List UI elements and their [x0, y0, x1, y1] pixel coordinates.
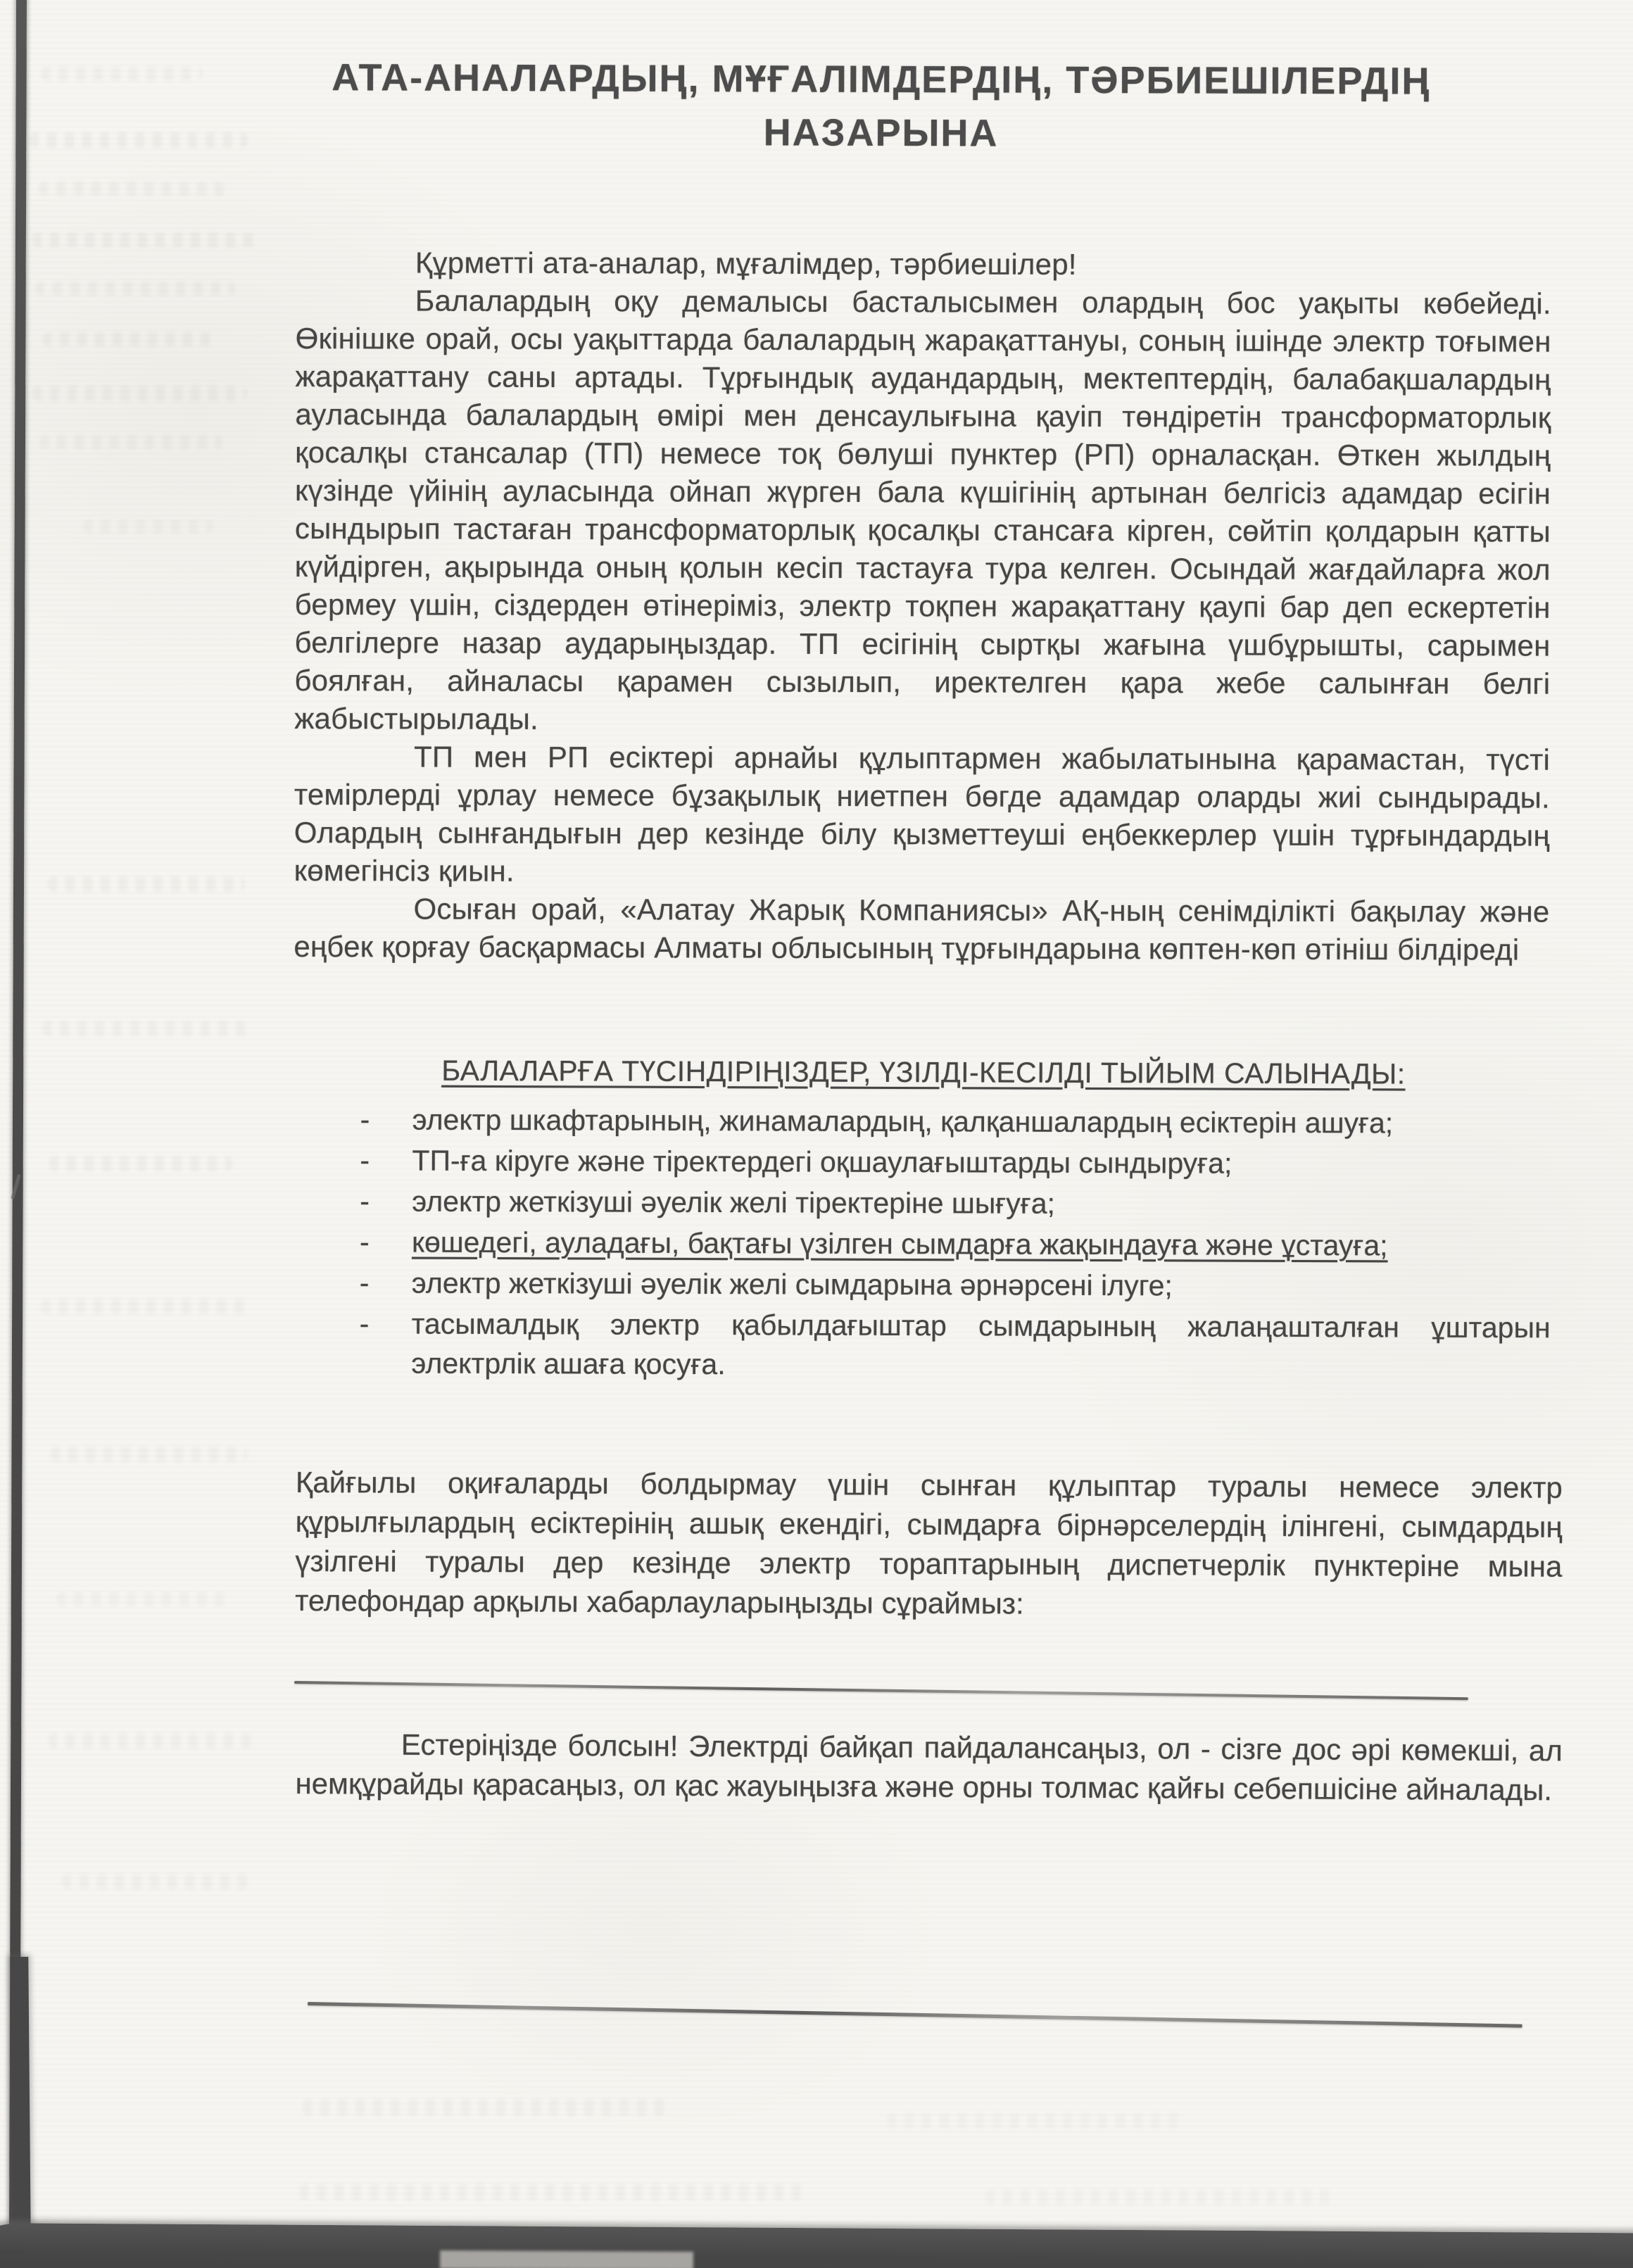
prohibitions-header: БАЛАЛАРҒА ТҮСІНДІРІҢІЗДЕР, ҮЗІЛДІ-КЕСІЛДІ ТЫЙЫМ САЛЫНАДЫ: [441, 1054, 1406, 1090]
prohibitions-section [294, 1050, 1551, 1388]
prohibition-item-text: ТП-ға кіруге және тіректердегі оқшаулағыштарды сындыруға; [412, 1144, 1232, 1180]
intro-section [294, 244, 1551, 969]
bleed-through-smudge [41, 1299, 252, 1314]
reminder-paragraph: Естеріңізде болсын! Электрді байқап пайдалансаңыз, ол - сізге дос әрі көмекші, ал немқұрайды қарасаңыз, ол қас жауыңызға және орны толмас қайғы себепшісіне айналады. [295, 1727, 1563, 1807]
bleed-through-smudge [41, 67, 203, 81]
bleed-through-smudge [42, 1021, 253, 1036]
prohibition-item-text: электр жеткізуші әуелік желі сымдарына әрнәрсені ілуге; [411, 1266, 1173, 1302]
dash-bullet: - [359, 1226, 370, 1259]
scan-edge-bottom-highlight [440, 2250, 693, 2268]
intro-paragraph-2: ТП мен РП есіктері арнайы құлыптармен жабылатынына қарамастан, түсті темірлерді ұрлау немесе бұзақылық ниетпен бөгде адамдар оларды жиі сындырады. Олардың сынғандығын дер кезінде білу қызметтеуші еңбеккерлер үшін тұрғындардың көмегінсіз қиын. [294, 740, 1551, 888]
bleed-through-smudge [32, 232, 254, 248]
dash-bullet: - [360, 1185, 370, 1218]
bleed-through-smudge [32, 386, 247, 401]
bleed-through-smudge [49, 1156, 232, 1171]
dash-bullet: - [360, 1103, 370, 1136]
prohibition-item [360, 1181, 1551, 1225]
bleed-through-smudge [48, 1733, 259, 1749]
page-title [295, 51, 1467, 162]
bleed-through-smudge [62, 1874, 248, 1889]
bleed-through-smudge [56, 1592, 229, 1606]
bleed-through-smudge [51, 1447, 248, 1462]
prohibition-item [360, 1140, 1551, 1184]
report-request-paragraph: Қайғылы оқиғаларды болдырмау үшін сынған құлыптар туралы немесе электр құрылғылардың есіктерінің ашық екендігі, сымдарға бірнәрселердің ілінгені, сымдардың үзілгені туралы дер кезінде электр тораптарының диспетчерлік пунктеріне мына телефондар арқылы хабарлауларыңызды сұраймыз: [295, 1466, 1563, 1620]
dash-bullet: - [360, 1144, 370, 1177]
dash-bullet: - [359, 1307, 370, 1340]
bleed-through-smudge [35, 282, 236, 296]
bleed-through-smudge [985, 2189, 1337, 2205]
bleed-through-smudge [39, 182, 225, 196]
scan-edge-left-lower [10, 1957, 30, 2238]
scan-edge-bottom [0, 2223, 1633, 2268]
phone-numbers-blank-line [294, 1681, 1468, 1700]
bleed-through-smudge [83, 519, 213, 534]
bleed-through-smudge [887, 2113, 1183, 2129]
greeting-line: Құрметті ата-аналар, мұғалімдер, тәрбиешілер! [415, 246, 1077, 281]
scan-edge-left [9, 0, 27, 2233]
dash-bullet: - [359, 1266, 370, 1299]
bleed-through-smudge [42, 332, 215, 346]
prohibition-item [360, 1100, 1551, 1143]
prohibition-item-text: электр жеткізуші әуелік желі тіректеріне шығуға; [412, 1185, 1056, 1220]
prohibition-item-text: көшедегі, ауладағы, бақтағы үзілген сымдарға жақындауға және ұстауға; [411, 1226, 1388, 1262]
prohibition-item [360, 1263, 1551, 1306]
bleed-through-smudge [39, 435, 222, 449]
prohibition-item-text: электр шкафтарының, жинамалардың, қалқаншалардың есіктерін ашуға; [412, 1103, 1394, 1140]
intro-paragraph-1: Балалардың оқу демалысы басталысымен олардың бос уақыты көбейеді. Өкінішке орай, осы уақыттарда балалардың жарақаттануы, соның ішінде электр тоғымен жарақаттану саны артады. Тұрғындық аудандардың, мектептердің, балабақшалардың ауласында балалардың өмірі мен денсаулығына қауіп төндіретін трансформаторлық қосалқы стансалар (ТП) немесе тоқ бөлуші пунктер (РП) орналасқан. Өткен жылдың күзінде үйінің ауласында ойнап жүрген бала күшігінің артынан белгісіз адамдар есігін сындырып тастаған трансформаторлық қосалқы стансаға кірген, сөйтіп қолдарын қатты күйдірген, ақырында оның қолын кесіп тастауға тура келген. Осындай жағдайларға жол бермеу үшін, сіздерден өтінеріміз, электр тоқпен жарақаттану қаупі бар деп ескертетін белгілерге назар аударыңыздар. ТП есігінің сыртқы жағына үшбұрышты, сарымен боялған, айналасы қарамен сызылып, иректелген қара жебе салынған белгі жабыстырылады. [294, 284, 1551, 736]
prohibitions-list [294, 1100, 1551, 1387]
prohibition-item-text: тасымалдық электр қабылдағыштар сымдарының жалаңашталған ұштарын электрлік ашаға қосуға. [411, 1307, 1551, 1381]
prohibition-item [359, 1304, 1550, 1387]
bottom-blank-line [308, 2002, 1522, 2028]
page-title-line2: НАЗАРЫНА [763, 111, 999, 155]
page-title-line1: АТА-АНАЛАРДЫҢ, МҰҒАЛІМДЕРДІҢ, ТӘРБИЕШІЛЕРДІҢ [332, 56, 1431, 103]
bleed-through-smudge [303, 2099, 669, 2116]
intro-paragraph-3: Осыған орай, «Алатау Жарық Компаниясы» АҚ-ның сенімділікті бақылау және еңбек қорғау басқармасы Алматы облысының тұрғындарына көптен-көп өтініш білдіреді [294, 892, 1550, 966]
prohibition-item [360, 1222, 1551, 1266]
bleed-through-smudge [48, 876, 245, 892]
bleed-through-smudge [299, 2184, 806, 2200]
bleed-through-smudge [30, 132, 248, 148]
